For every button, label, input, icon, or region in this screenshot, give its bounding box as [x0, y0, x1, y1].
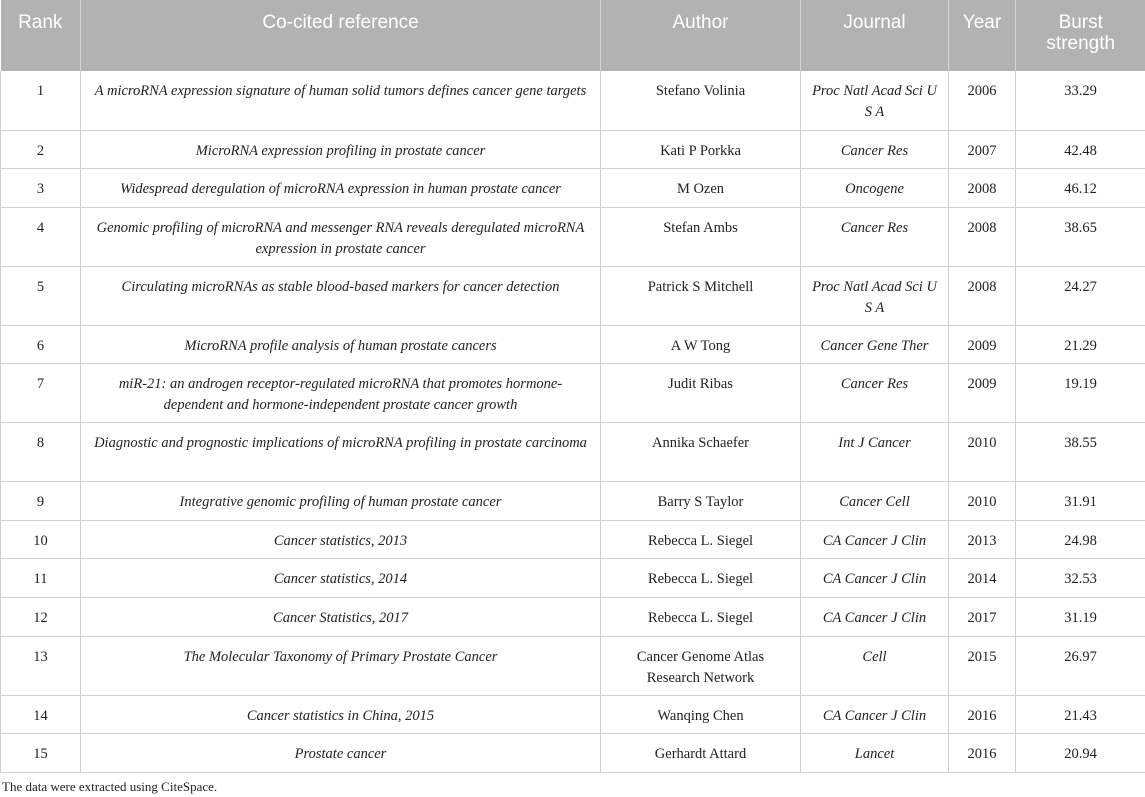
table-body [1, 71, 1145, 772]
reference-cell: Genomic profiling of microRNA and messenger RNA reveals deregulated microRNA expression in prostate cancer [81, 207, 601, 266]
burst-strength-cell: 31.19 [1016, 598, 1145, 637]
reference-cell: miR-21: an androgen receptor-regulated microRNA that promotes hormone-dependent and hormone-independent prostate cancer growth [81, 364, 601, 423]
rank-cell: 5 [1, 266, 81, 325]
reference-cell: MicroRNA profile analysis of human prostate cancers [81, 325, 601, 364]
journal-cell: Cancer Res [801, 207, 949, 266]
journal-cell: CA Cancer J Clin [801, 598, 949, 637]
journal-cell: CA Cancer J Clin [801, 520, 949, 559]
reference-cell: Cancer statistics, 2014 [81, 559, 601, 598]
author-cell: Kati P Porkka [601, 130, 801, 169]
reference-cell: The Molecular Taxonomy of Primary Prostate Cancer [81, 636, 601, 695]
journal-cell: Cancer Cell [801, 482, 949, 521]
rank-cell: 8 [1, 423, 81, 482]
author-cell: Barry S Taylor [601, 482, 801, 521]
year-cell: 2008 [949, 207, 1016, 266]
year-cell: 2013 [949, 520, 1016, 559]
rank-cell: 7 [1, 364, 81, 423]
table-row [1, 598, 1145, 637]
author-cell: Rebecca L. Siegel [601, 559, 801, 598]
reference-cell: A microRNA expression signature of human solid tumors defines cancer gene targets [81, 71, 601, 130]
burst-strength-cell: 46.12 [1016, 169, 1145, 208]
header-reference: Co-cited reference [81, 0, 601, 71]
table-row [1, 130, 1145, 169]
rank-cell: 6 [1, 325, 81, 364]
reference-cell: Circulating microRNAs as stable blood-based markers for cancer detection [81, 266, 601, 325]
burst-strength-cell: 19.19 [1016, 364, 1145, 423]
burst-strength-cell: 24.27 [1016, 266, 1145, 325]
year-cell: 2016 [949, 734, 1016, 773]
table-row [1, 71, 1145, 130]
author-cell: Cancer Genome Atlas Research Network [601, 636, 801, 695]
header-author: Author [601, 0, 801, 71]
table-row [1, 734, 1145, 773]
rank-cell: 2 [1, 130, 81, 169]
journal-cell: Cancer Gene Ther [801, 325, 949, 364]
header-burst-strength: Burst strength [1016, 0, 1145, 71]
reference-cell: Diagnostic and prognostic implications of microRNA profiling in prostate carcinoma [81, 423, 601, 482]
author-cell: Judit Ribas [601, 364, 801, 423]
author-cell: Gerhardt Attard [601, 734, 801, 773]
year-cell: 2009 [949, 325, 1016, 364]
journal-cell: CA Cancer J Clin [801, 559, 949, 598]
rank-cell: 1 [1, 71, 81, 130]
rank-cell: 12 [1, 598, 81, 637]
year-cell: 2008 [949, 266, 1016, 325]
table-row [1, 207, 1145, 266]
table-row [1, 169, 1145, 208]
rank-cell: 4 [1, 207, 81, 266]
table-row [1, 520, 1145, 559]
header-rank: Rank [1, 0, 81, 71]
author-cell: A W Tong [601, 325, 801, 364]
author-cell: Stefano Volinia [601, 71, 801, 130]
table-row [1, 636, 1145, 695]
burst-strength-cell: 26.97 [1016, 636, 1145, 695]
burst-strength-cell: 38.65 [1016, 207, 1145, 266]
year-cell: 2010 [949, 423, 1016, 482]
journal-cell: Proc Natl Acad Sci U S A [801, 266, 949, 325]
table-row [1, 364, 1145, 423]
rank-cell: 3 [1, 169, 81, 208]
reference-cell: Integrative genomic profiling of human prostate cancer [81, 482, 601, 521]
journal-cell: Cancer Res [801, 130, 949, 169]
burst-strength-cell: 33.29 [1016, 71, 1145, 130]
table-row [1, 423, 1145, 482]
table-footnote: The data were extracted using CiteSpace. [2, 779, 218, 794]
year-cell: 2008 [949, 169, 1016, 208]
rank-cell: 15 [1, 734, 81, 773]
journal-cell: Oncogene [801, 169, 949, 208]
rank-cell: 14 [1, 695, 81, 734]
journal-cell: Proc Natl Acad Sci U S A [801, 71, 949, 130]
reference-cell: MicroRNA expression profiling in prostate cancer [81, 130, 601, 169]
year-cell: 2006 [949, 71, 1016, 130]
year-cell: 2010 [949, 482, 1016, 521]
year-cell: 2014 [949, 559, 1016, 598]
header-journal: Journal [801, 0, 949, 71]
year-cell: 2015 [949, 636, 1016, 695]
burst-strength-cell: 21.43 [1016, 695, 1145, 734]
rank-cell: 11 [1, 559, 81, 598]
author-cell: M Ozen [601, 169, 801, 208]
reference-cell: Cancer Statistics, 2017 [81, 598, 601, 637]
journal-cell: Lancet [801, 734, 949, 773]
year-cell: 2007 [949, 130, 1016, 169]
author-cell: Annika Schaefer [601, 423, 801, 482]
table-row [1, 695, 1145, 734]
rank-cell: 10 [1, 520, 81, 559]
table-header [1, 0, 1145, 71]
burst-strength-cell: 21.29 [1016, 325, 1145, 364]
year-cell: 2017 [949, 598, 1016, 637]
author-cell: Rebecca L. Siegel [601, 520, 801, 559]
journal-cell: Cell [801, 636, 949, 695]
author-cell: Rebecca L. Siegel [601, 598, 801, 637]
author-cell: Wanqing Chen [601, 695, 801, 734]
table-row [1, 266, 1145, 325]
journal-cell: Int J Cancer [801, 423, 949, 482]
reference-cell: Cancer statistics, 2013 [81, 520, 601, 559]
burst-strength-cell: 38.55 [1016, 423, 1145, 482]
journal-cell: Cancer Res [801, 364, 949, 423]
table-row [1, 482, 1145, 521]
table-row [1, 325, 1145, 364]
header-row [1, 0, 1145, 71]
reference-cell: Widespread deregulation of microRNA expression in human prostate cancer [81, 169, 601, 208]
reference-cell: Cancer statistics in China, 2015 [81, 695, 601, 734]
table-row [1, 559, 1145, 598]
header-year: Year [949, 0, 1016, 71]
journal-cell: CA Cancer J Clin [801, 695, 949, 734]
burst-strength-cell: 31.91 [1016, 482, 1145, 521]
reference-cell: Prostate cancer [81, 734, 601, 773]
author-cell: Patrick S Mitchell [601, 266, 801, 325]
year-cell: 2016 [949, 695, 1016, 734]
rank-cell: 13 [1, 636, 81, 695]
year-cell: 2009 [949, 364, 1016, 423]
author-cell: Stefan Ambs [601, 207, 801, 266]
burst-strength-cell: 20.94 [1016, 734, 1145, 773]
burst-strength-cell: 42.48 [1016, 130, 1145, 169]
burst-strength-cell: 24.98 [1016, 520, 1145, 559]
rank-cell: 9 [1, 482, 81, 521]
burst-strength-cell: 32.53 [1016, 559, 1145, 598]
